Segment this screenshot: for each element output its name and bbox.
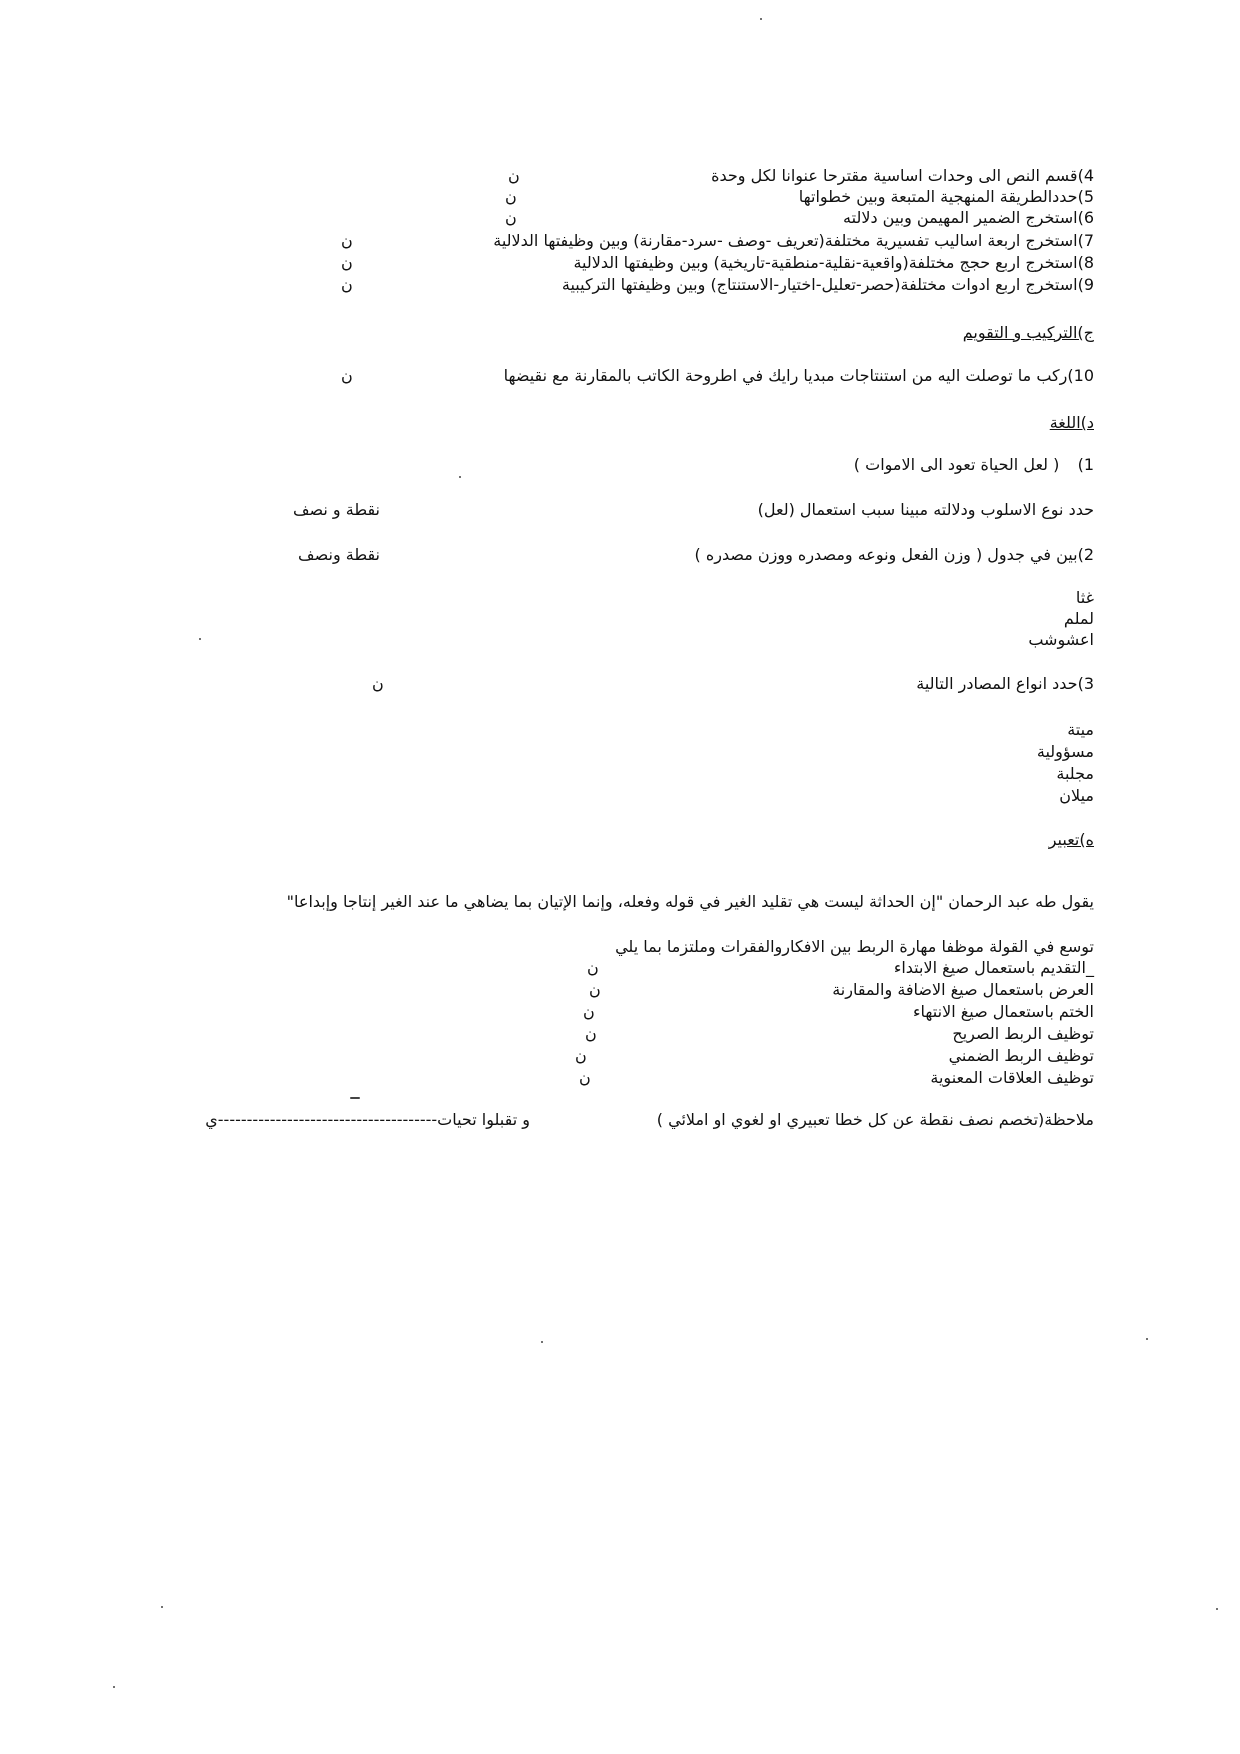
scan-speck [760, 18, 762, 20]
q3-word: ميلان [1059, 786, 1094, 805]
question-8-mark: ن [341, 253, 353, 272]
question-9-mark: ن [341, 275, 353, 294]
scan-speck [1216, 1608, 1218, 1610]
question-5-mark: ن [505, 187, 517, 206]
language-q1-line [854, 455, 1094, 475]
section-e-title: ه)تعبير [1048, 830, 1094, 849]
section-c-title: ج)التركيب و التقويم [962, 323, 1094, 342]
question-4: 4)قسم النص الى وحدات اساسية مقترحا عنوانا لكل وحدة [711, 166, 1094, 185]
question-7-mark: ن [341, 231, 353, 250]
criterion-text: _التقديم باستعمال صيغ الابتداء [893, 958, 1094, 977]
question-6-mark: ن [505, 208, 517, 227]
scan-speck [199, 638, 201, 640]
criterion-text: توظيف الربط الصريح [952, 1024, 1094, 1043]
language-q3-mark: ن [372, 674, 384, 693]
language-q1-quote: ( لعل الحياة تعود الى الاموات ) [853, 455, 1060, 474]
essay-quote: يقول طه عبد الرحمان "إن الحداثة ليست هي تقليد الغير في قوله وفعله، وإنما الإتيان بما يضاهي ما عند الغير إنتاجا وإبداعا" [286, 892, 1094, 911]
q3-word: مجلبة [1056, 764, 1094, 783]
essay-instruction: توسع في القولة موظفا مهارة الربط بين الافكاروالفقرات وملتزما بما يلي [615, 937, 1094, 956]
language-q1-points: نقطة و نصف [292, 500, 380, 519]
scan-speck [113, 1686, 115, 1688]
question-9: 9)استخرج اربع ادوات مختلفة(حصر-تعليل-اختيار-الاستنتاج) وبين وظيفتها التركيبية [561, 275, 1094, 294]
criterion-text: العرض باستعمال صيغ الاضافة والمقارنة [832, 980, 1094, 999]
closing-line: و تقبلوا تحيات--------------------------------------ي [205, 1110, 530, 1129]
language-q2-points: نقطة ونصف [298, 545, 380, 564]
q2-word: اعشوشب [1028, 630, 1094, 649]
question-5: 5)حددالطريقة المنهجية المتبعة وبين خطواتها [798, 187, 1094, 206]
question-10: 10)ركب ما توصلت اليه من استنتاجات مبديا رايك في اطروحة الكاتب بالمقارنة مع نقيضها [503, 366, 1094, 385]
language-q2-task: 2)بين في جدول ( وزن الفعل ونوعه ومصدره ووزن مصدره ) [694, 545, 1094, 564]
question-7: 7)استخرج اربعة اساليب تفسيرية مختلفة(تعريف -وصف -سرد-مقارنة) وبين وظيفتها الدلالية [493, 231, 1094, 250]
scan-speck [1146, 1338, 1148, 1340]
q2-word: غثا [1075, 588, 1094, 607]
question-8: 8)استخرج اربع حجج مختلفة(واقعية-نقلية-منطقية-تاريخية) وبين وظيفتها الدلالية [573, 253, 1094, 272]
section-d-title: د)اللغة [1049, 413, 1094, 432]
scan-speck [459, 476, 461, 478]
grading-note: ملاحظة(تخصم نصف نقطة عن كل خطا تعبيري او لغوي او املائي ) [656, 1110, 1094, 1129]
question-6: 6)استخرج الضمير المهيمن وبين دلالته [843, 208, 1094, 227]
criterion-mark: ن [587, 958, 599, 977]
question-10-mark: ن [341, 366, 353, 385]
language-q1-task: حدد نوع الاسلوب ودلالته مبينا سبب استعمال (لعل) [757, 500, 1094, 519]
language-q3-task: 3)حدد انواع المصادر التالية [916, 674, 1094, 693]
criterion-mark: ن [585, 1024, 597, 1043]
criterion-mark: ن [589, 980, 601, 999]
criterion-text: توظيف العلاقات المعنوية [930, 1068, 1094, 1087]
scan-speck [350, 1097, 360, 1099]
q3-word: مسؤولية [1036, 742, 1094, 761]
language-q1-number: 1) [1077, 455, 1094, 474]
question-4-mark: ن [508, 166, 520, 185]
q3-word: ميتة [1067, 720, 1094, 739]
q2-word: لملم [1063, 609, 1094, 628]
scan-speck [541, 1341, 543, 1343]
criterion-text: توظيف الربط الضمني [948, 1046, 1094, 1065]
criterion-mark: ن [579, 1068, 591, 1087]
criterion-text: الختم باستعمال صيغ الانتهاء [913, 1002, 1094, 1021]
criterion-mark: ن [583, 1002, 595, 1021]
criterion-mark: ن [575, 1046, 587, 1065]
scan-speck [161, 1606, 163, 1608]
